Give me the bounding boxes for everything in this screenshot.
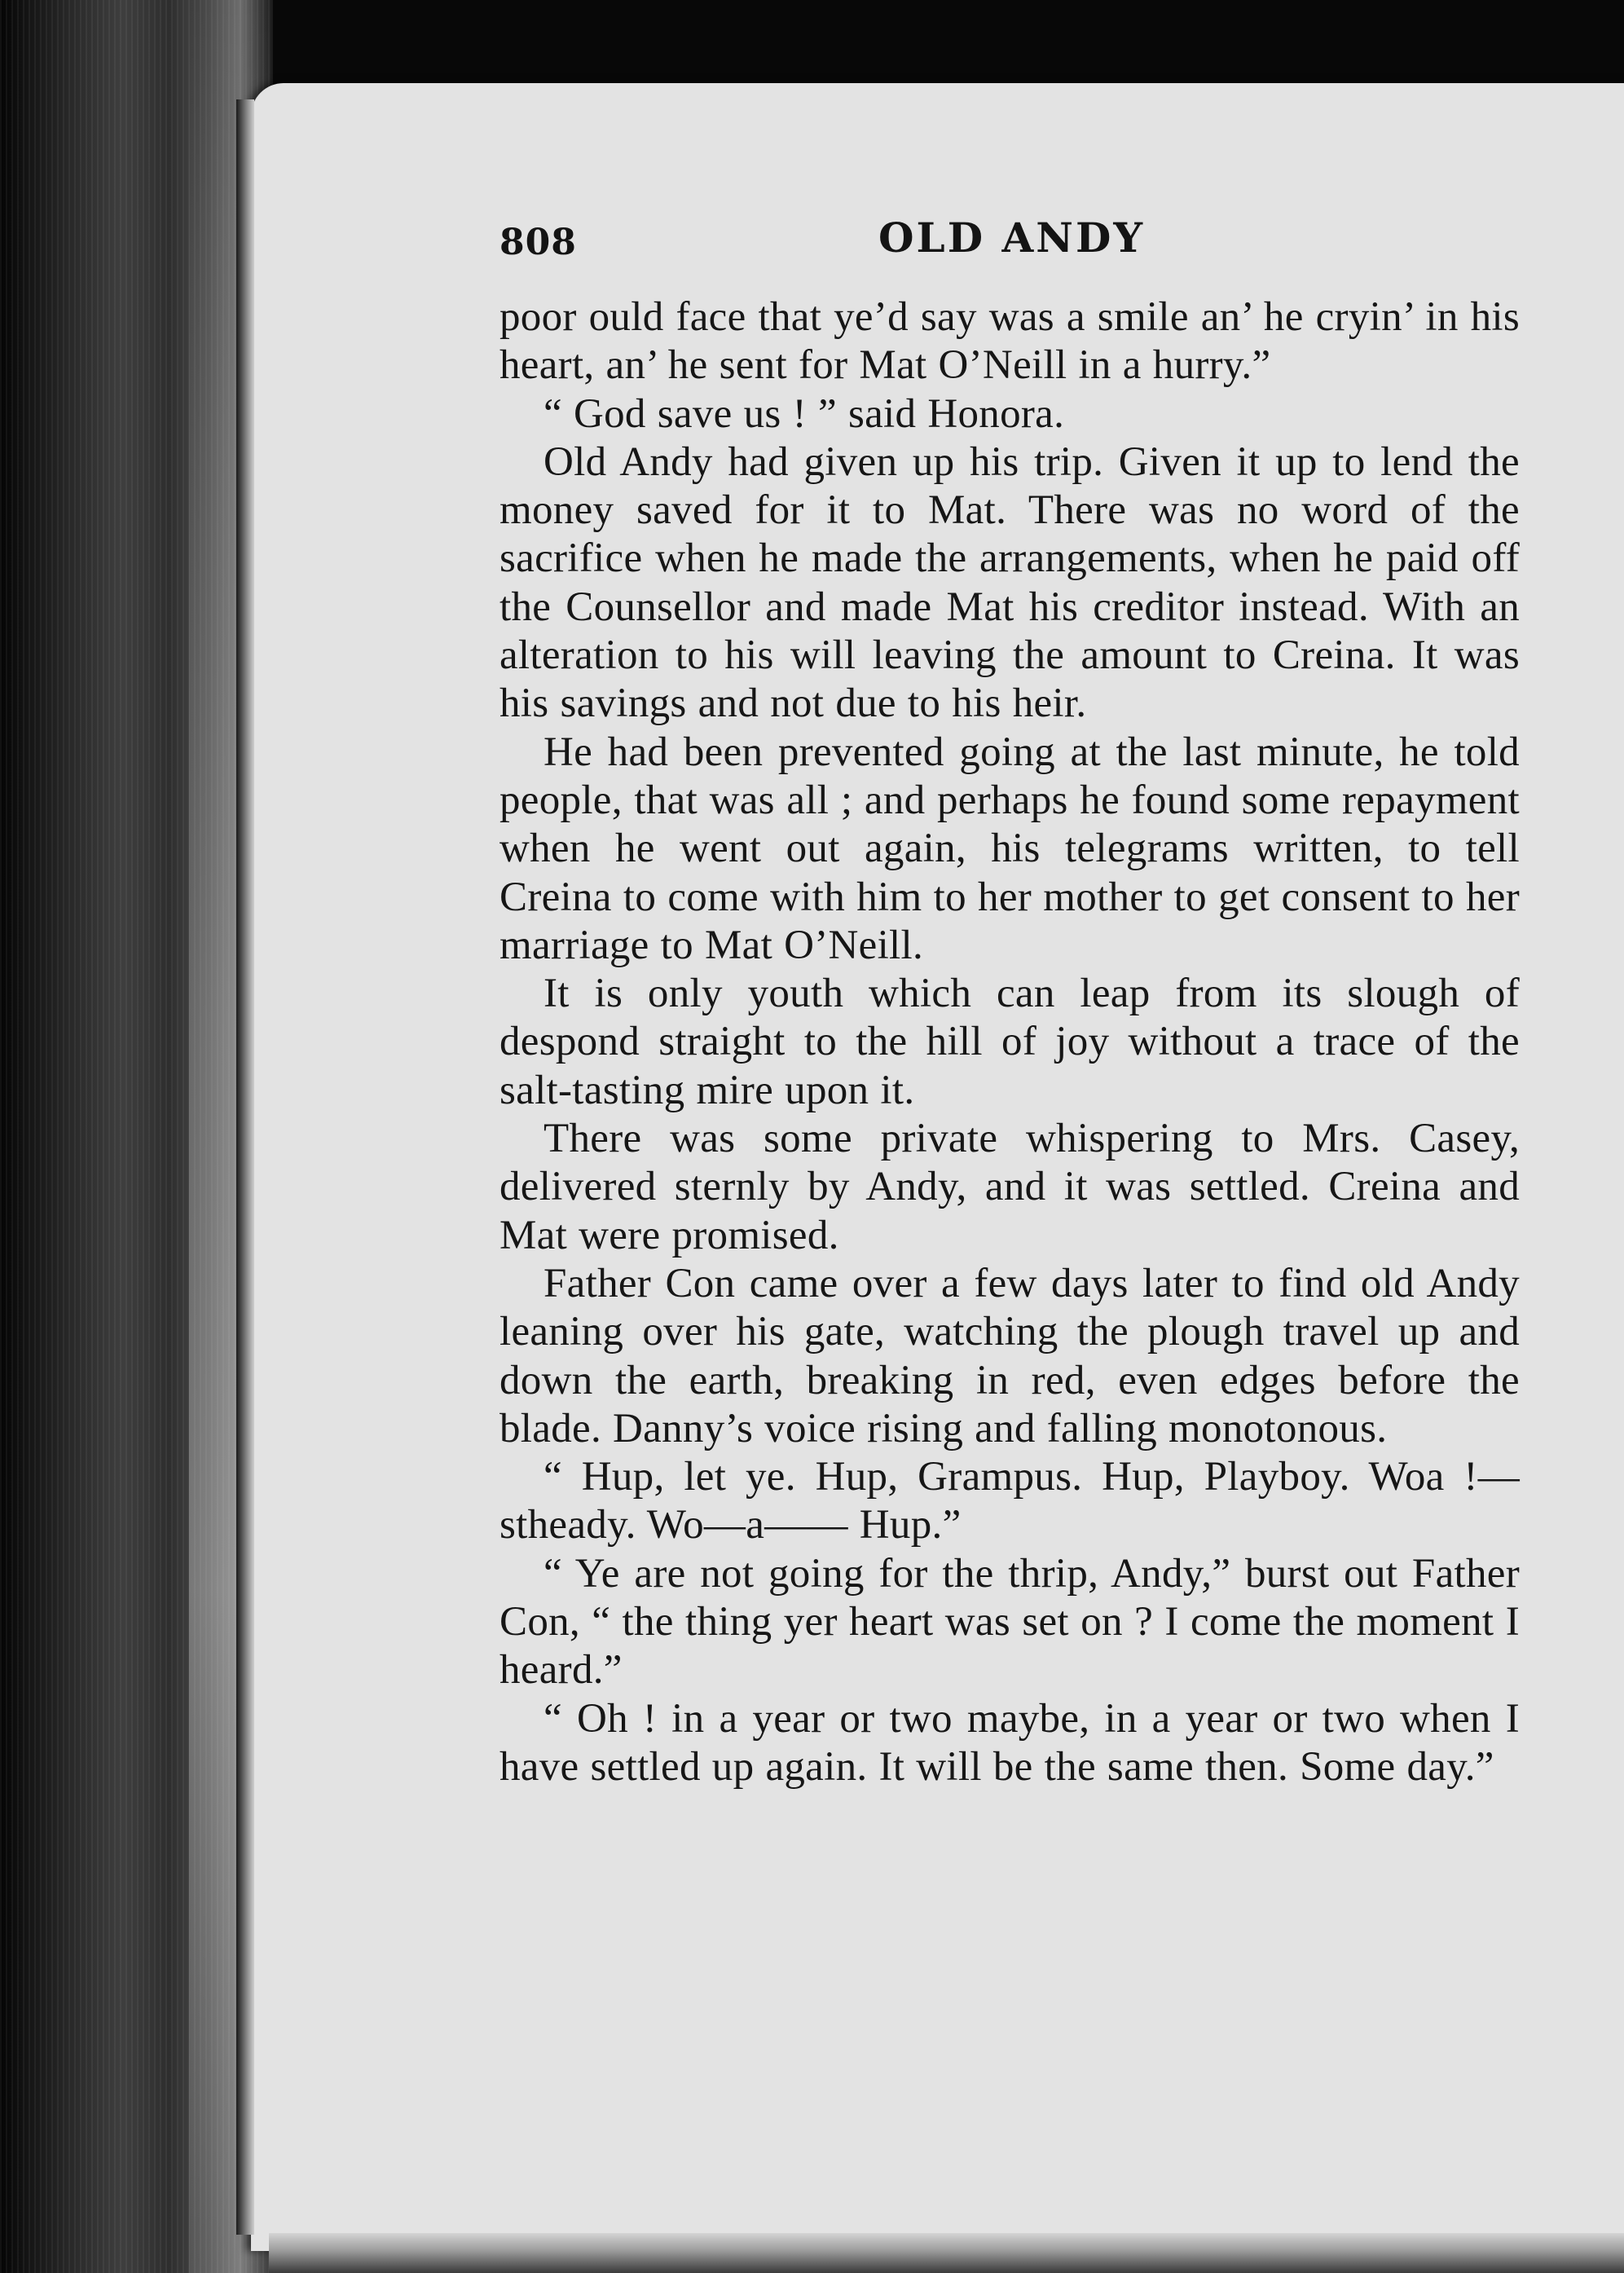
running-title: OLD ANDY: [878, 214, 1146, 262]
paragraph-continuation: poor ould face that ye’d say was a smile an’ he cryin’ in his heart, an’ he sent for Mat O’Neill in a hurry.”: [500, 294, 1520, 389]
paragraph: “ God save us ! ” said Honora.: [544, 390, 1065, 437]
paragraph: Old Andy had given up his trip. Given it up to lend the money saved for it to Mat. There was no word of the sacrifice when he made the arrangements, when he paid off the Counsellor and made Mat his creditor instead. With an alteration to his will leaving the amount to Creina. It was his savings and not due to his heir.: [500, 438, 1520, 727]
paragraph: “ Hup, let ye. Hup, Grampus. Hup, Playboy. Woa !—stheady. Wo—a—— Hup.”: [500, 1454, 1520, 1548]
page-bottom-edge: [269, 2233, 1624, 2273]
page-number: 808: [500, 222, 577, 263]
paragraph: “ Oh ! in a year or two maybe, in a year or two when I have settled up again. It will be the same then. Some day.”: [500, 1695, 1520, 1790]
paragraph: “ Ye are not going for the thrip, Andy,” burst out Father Con, “ the thing yer heart was set on ? I come the moment I heard.”: [500, 1550, 1520, 1694]
running-head: [500, 214, 1526, 279]
body-text: [500, 293, 1520, 1791]
paragraph: Father Con came over a few days later to find old Andy leaning over his gate, watching the plough travel up and down the earth, breaking in red, even edges before the blade. Danny’s voice rising and falling monotonous.: [500, 1260, 1520, 1451]
paragraph: It is only youth which can leap from its slough of despond straight to the hill of joy without a trace of the salt-tasting mire upon it.: [500, 971, 1520, 1113]
paragraph: He had been prevented going at the last minute, he told people, that was all ; and perhaps he found some repayment when he went out again, his telegrams written, to tell Creina to come with him to her mother to get consent to her marriage to Mat O’Neill.: [500, 729, 1520, 968]
paragraph: There was some private whispering to Mrs. Casey, delivered sternly by Andy, and it was settled. Creina and Mat were promised.: [500, 1116, 1520, 1258]
